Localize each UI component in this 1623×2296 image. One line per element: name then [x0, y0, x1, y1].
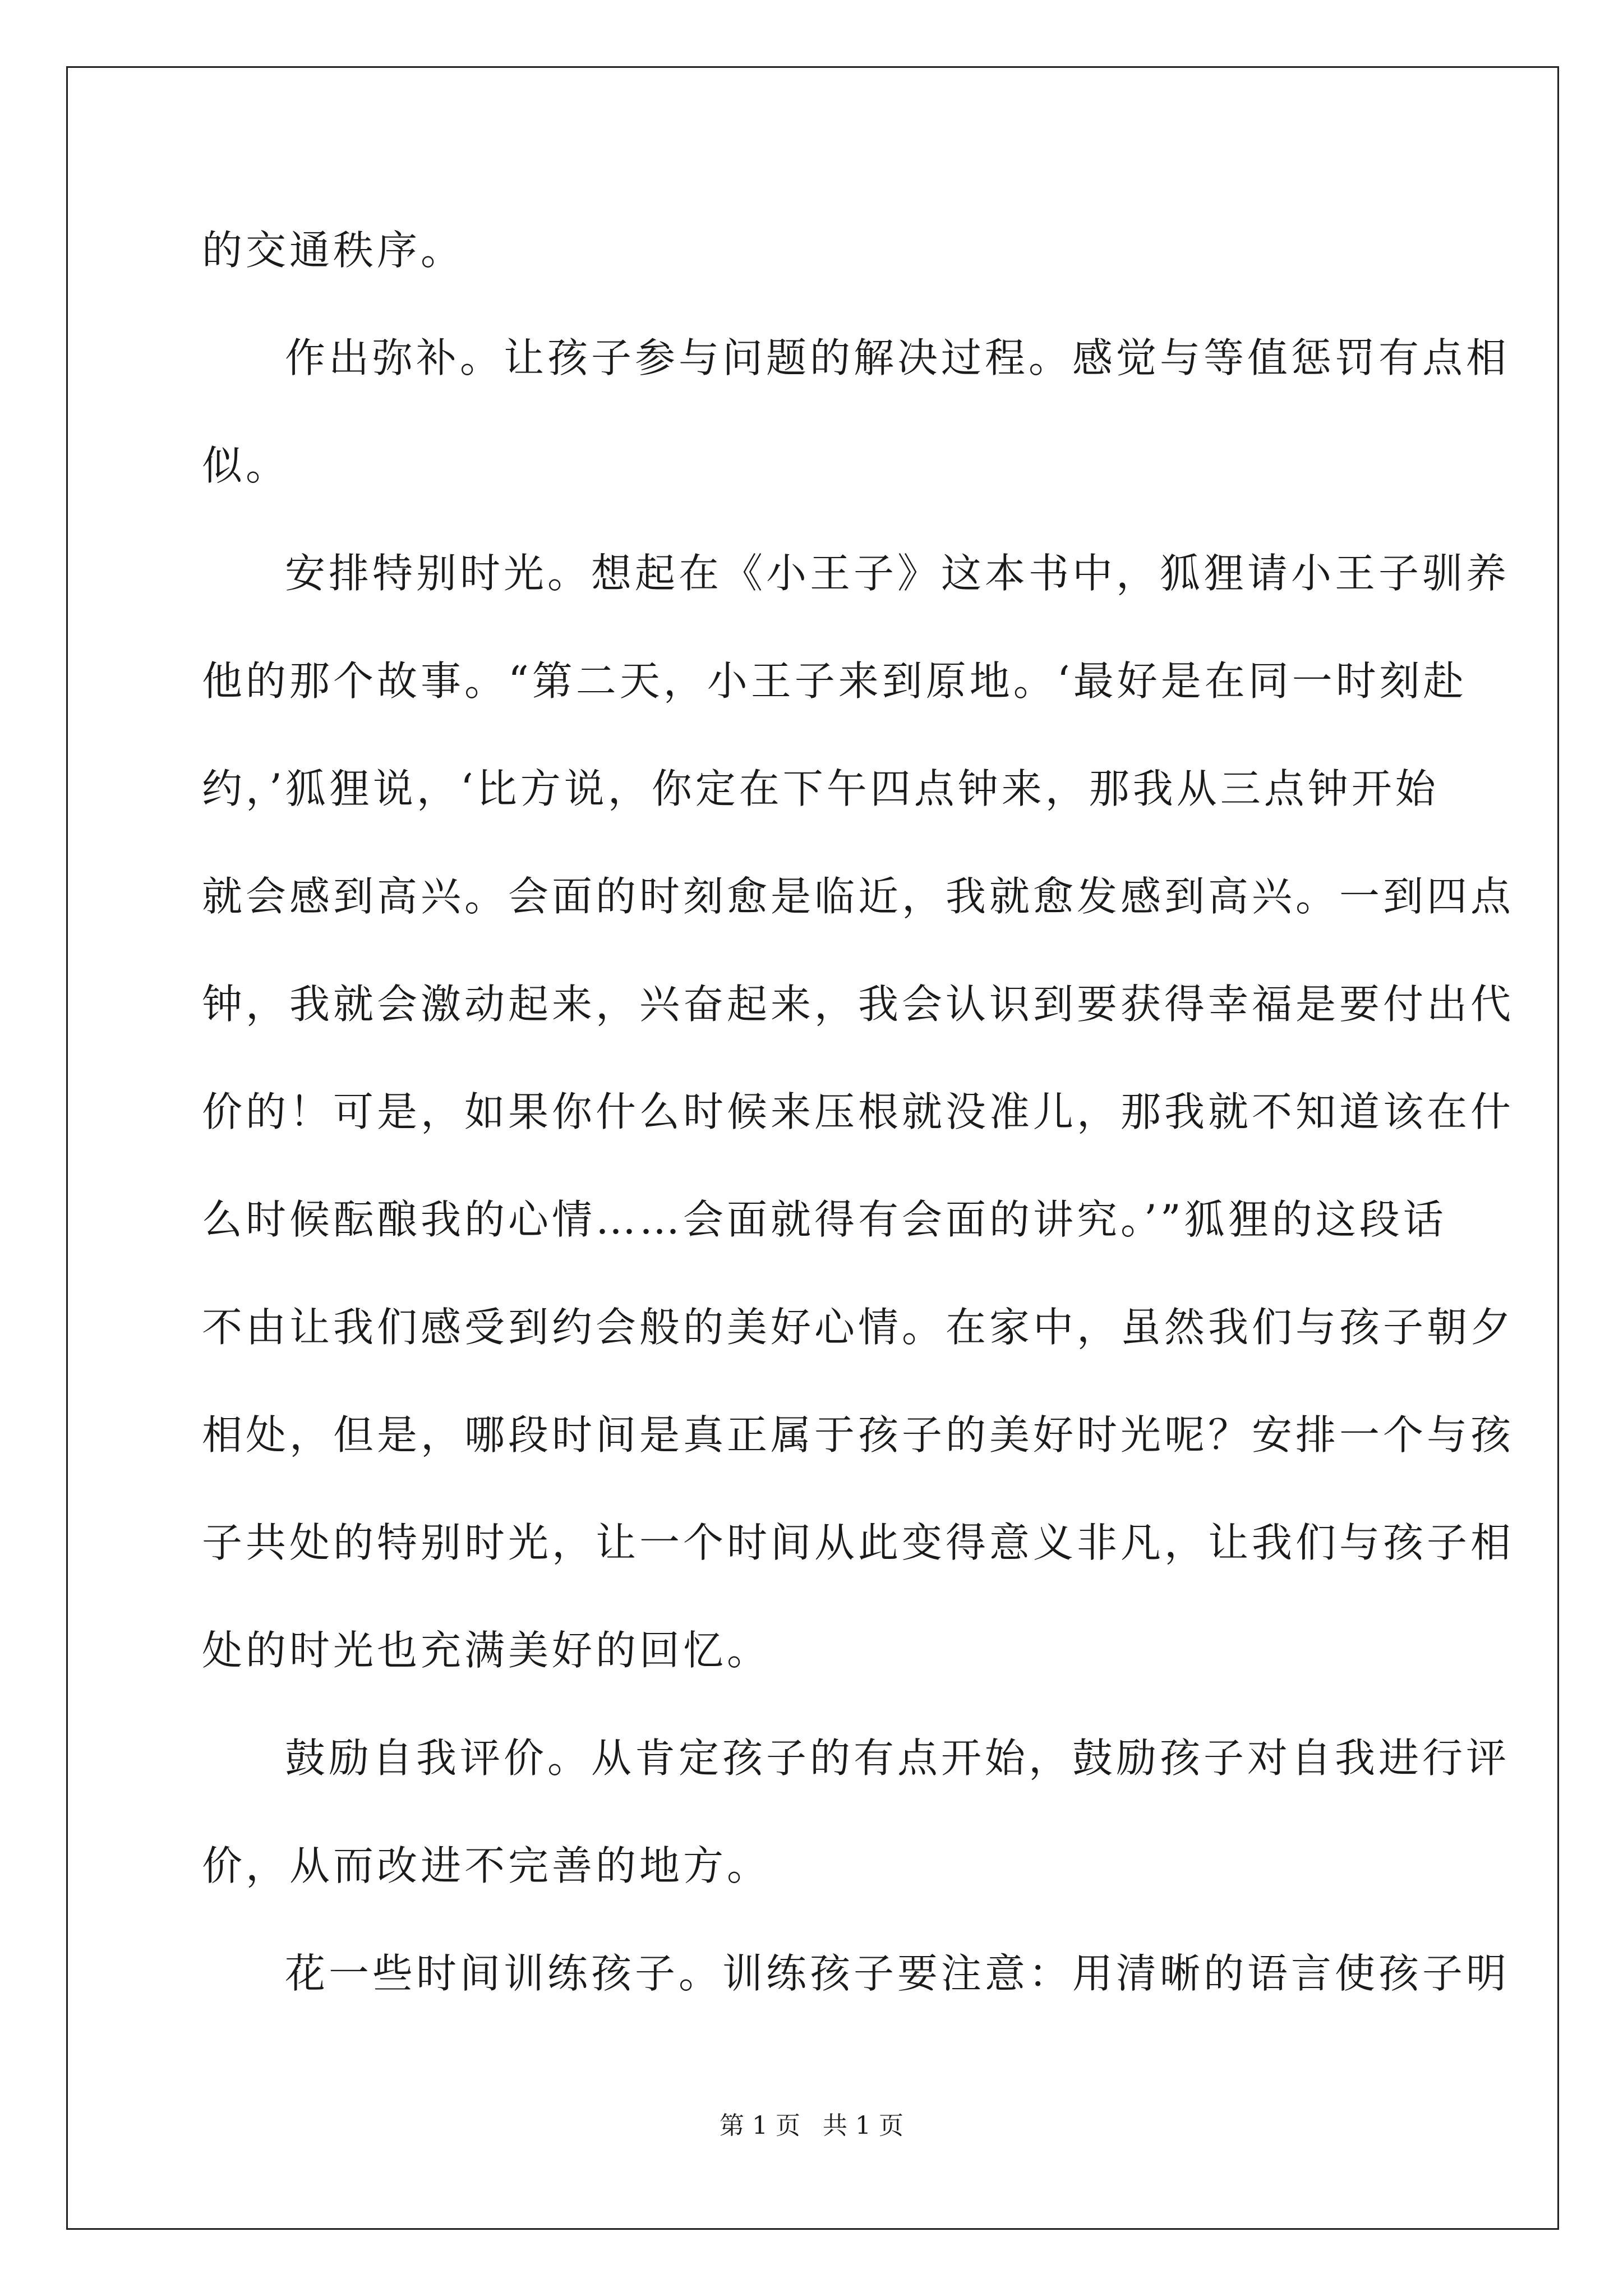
document-body: [202, 196, 1515, 2027]
paragraph-2: [202, 304, 1510, 519]
text-line: 价，从而改进不完善的地方。: [202, 1842, 771, 1889]
paragraph-1: [202, 196, 1430, 304]
paragraph-5: [202, 1920, 1510, 2027]
paragraph-4: [202, 1704, 1510, 1920]
text-line: 相处，但是，哪段时间是真正属于孩子的美好时光呢？安排一个与孩: [202, 1411, 1515, 1458]
paragraph-3: [202, 519, 1515, 1704]
page-footer: [0, 2109, 1623, 2143]
text-line: 子共处的特别时光，让一个时间从此变得意义非凡，让我们与孩子相: [202, 1519, 1515, 1566]
text-line: 花一些时间训练孩子。训练孩子要注意：用清晰的语言使孩子明: [285, 1950, 1510, 1997]
text-line: 就会感到高兴。会面的时刻愈是临近，我就愈发感到高兴。一到四点: [202, 873, 1515, 920]
text-line: 么时候酝酿我的心情……会面就得有会面的讲究。’”狐狸的这段话: [202, 1196, 1447, 1243]
text-line: 鼓励自我评价。从肯定孩子的有点开始，鼓励孩子对自我进行评: [285, 1734, 1510, 1782]
text-line: 他的那个故事。“第二天，小王子来到原地。‘最好是在同一时刻赴: [202, 657, 1467, 705]
page-number: 第 1 页: [720, 2111, 800, 2140]
text-line: 不由让我们感受到约会般的美好心情。在家中，虽然我们与孩子朝夕: [202, 1304, 1515, 1351]
text-line: 作出弥补。让孩子参与问题的解决过程。感觉与等值惩罚有点相: [285, 334, 1510, 381]
text-line: 钟，我就会激动起来，兴奋起来，我会认识到要获得幸福是要付出代: [202, 981, 1515, 1028]
text-line: 似。: [202, 442, 290, 489]
page-total: 共 1 页: [823, 2111, 903, 2140]
text-line: 安排特别时光。想起在《小王子》这本书中，狐狸请小王子驯养: [285, 550, 1510, 597]
text-line: 处的时光也充满美好的回忆。: [202, 1627, 771, 1674]
text-line: 价的！可是，如果你什么时候来压根就没准儿，那我就不知道该在什: [202, 1088, 1515, 1135]
text-line: 约，’狐狸说，‘比方说，你定在下午四点钟来，那我从三点钟开始: [202, 765, 1439, 812]
text-line: 的交通秩序。: [202, 227, 465, 274]
